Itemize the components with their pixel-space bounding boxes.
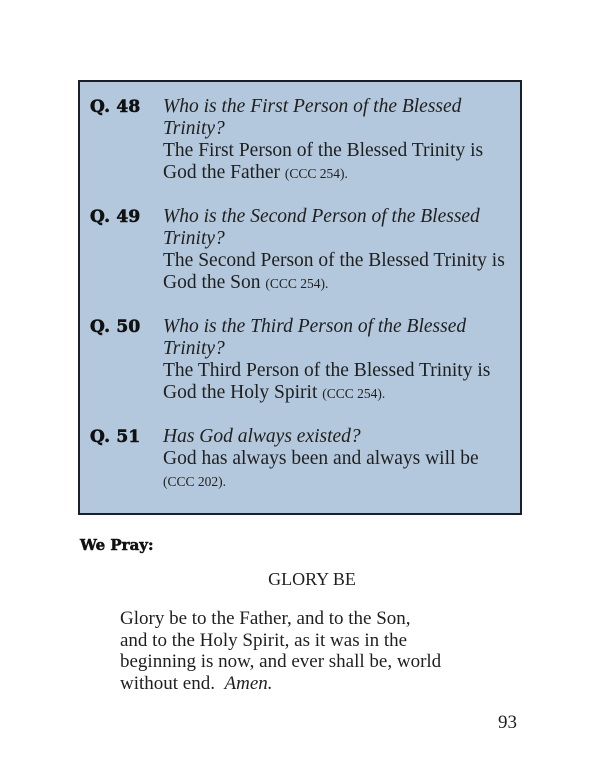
question-text: [163, 426, 512, 448]
question-line: Who is the Second Person of the Blessed: [163, 206, 480, 227]
ccc-reference: (CCC 254).: [322, 386, 386, 401]
question-text: [163, 96, 512, 140]
ccc-reference: (CCC 254).: [284, 166, 348, 181]
qa-item-50: [90, 316, 512, 405]
answer-line: The Second Person of the Blessed Trinity is: [163, 250, 505, 271]
question-line: Trinity?: [163, 228, 225, 249]
question-line: Trinity?: [163, 118, 225, 139]
prayer-line: and to the Holy Spirit, as it was in the: [120, 629, 408, 651]
prayer-line: without end.: [120, 672, 215, 694]
answer-text: [163, 250, 512, 295]
answer-line: God has always been and always will be: [163, 448, 479, 469]
question-line: Trinity?: [163, 338, 225, 359]
answer-text: [163, 360, 512, 405]
answer-line: God the Holy Spirit: [163, 382, 318, 403]
amen: Amen.: [224, 672, 273, 694]
question-text: [163, 206, 512, 250]
qa-item-48: [90, 96, 512, 185]
answer-line: The Third Person of the Blessed Trinity is: [163, 360, 491, 381]
page-number: 93: [498, 712, 517, 733]
answer-line: God the Son: [163, 272, 261, 293]
ccc-reference: (CCC 254).: [265, 276, 329, 291]
question-number: Q. 48: [90, 97, 141, 117]
catechism-qa-box: [78, 80, 522, 515]
prayer-line-last: [120, 673, 520, 695]
question-number: Q. 50: [90, 317, 141, 337]
prayer-body: [120, 608, 520, 694]
ccc-reference: (CCC 202).: [163, 474, 227, 489]
question-text: [163, 316, 512, 360]
prayer-title: GLORY BE: [268, 569, 356, 589]
answer-text: [163, 140, 512, 185]
answer-line: The First Person of the Blessed Trinity is: [163, 140, 484, 161]
qa-item-51: [90, 426, 512, 493]
prayer-line: beginning is now, and ever shall be, world: [120, 651, 442, 672]
question-line: Who is the Third Person of the Blessed: [163, 316, 467, 337]
question-line: Who is the First Person of the Blessed: [163, 96, 462, 117]
qa-item-49: [90, 206, 512, 295]
we-pray-heading: We Pray:: [80, 536, 154, 554]
prayer-line: Glory be to the Father, and to the Son,: [120, 608, 411, 629]
question-number: Q. 49: [90, 207, 141, 227]
answer-text: [163, 448, 512, 493]
question-line: Has God always existed?: [163, 426, 361, 447]
answer-line: God the Father: [163, 162, 280, 183]
question-number: Q. 51: [90, 427, 141, 447]
